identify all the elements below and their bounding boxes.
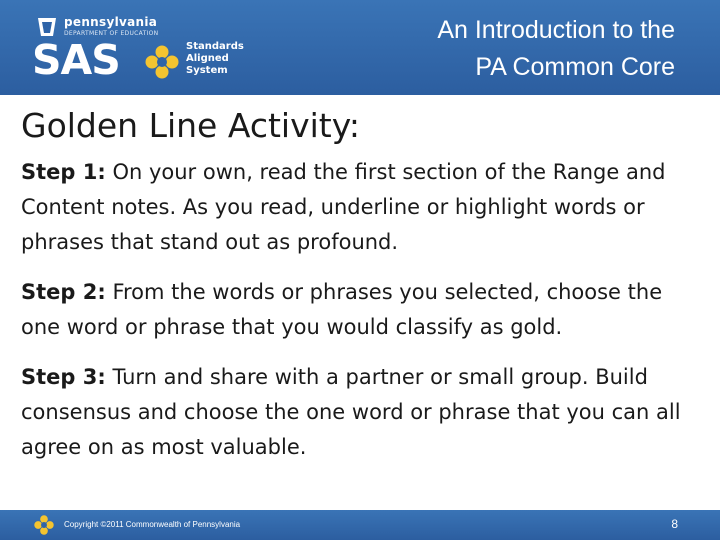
footer-bar	[0, 510, 720, 540]
logo-state-name: pennsylvania	[64, 15, 158, 29]
step-text: From the words or phrases you selected, choose the one word or phrase that you would classify as gold.	[21, 280, 663, 339]
header-banner	[0, 0, 720, 95]
step-1	[21, 155, 701, 260]
step-text: Turn and share with a partner or small group. Build consensus and choose the one word or phrase that you can all agree on as most valuable.	[21, 365, 681, 459]
course-title-line: An Introduction to the	[437, 16, 675, 44]
step-label: Step 3:	[21, 365, 106, 389]
logo-acronym: SAS	[32, 36, 120, 84]
logo-department: DEPARTMENT OF EDUCATION	[64, 30, 159, 37]
sas-logo	[30, 14, 244, 86]
keystone-icon	[36, 16, 58, 38]
logo-subtitle-line: System	[186, 65, 228, 76]
copyright-text: Copyright ©2011 Commonwealth of Pennsylvania	[64, 520, 241, 529]
step-label: Step 1:	[21, 160, 106, 184]
step-label: Step 2:	[21, 280, 106, 304]
step-3	[21, 360, 701, 465]
page-number: 8	[671, 517, 678, 531]
logo-subtitle-line: Aligned	[186, 53, 229, 64]
logo-subtitle	[186, 41, 244, 77]
course-title	[437, 12, 675, 86]
step-2	[21, 275, 701, 345]
logo-subtitle-line: Standards	[186, 41, 244, 52]
flower-icon	[34, 515, 54, 535]
step-text: On your own, read the first section of the Range and Content notes. As you read, underline or highlight words or phrases that stand out as profound.	[21, 160, 666, 254]
course-title-line: PA Common Core	[475, 53, 675, 81]
slide-title: Golden Line Activity:	[21, 106, 360, 145]
flower-icon	[145, 45, 179, 79]
